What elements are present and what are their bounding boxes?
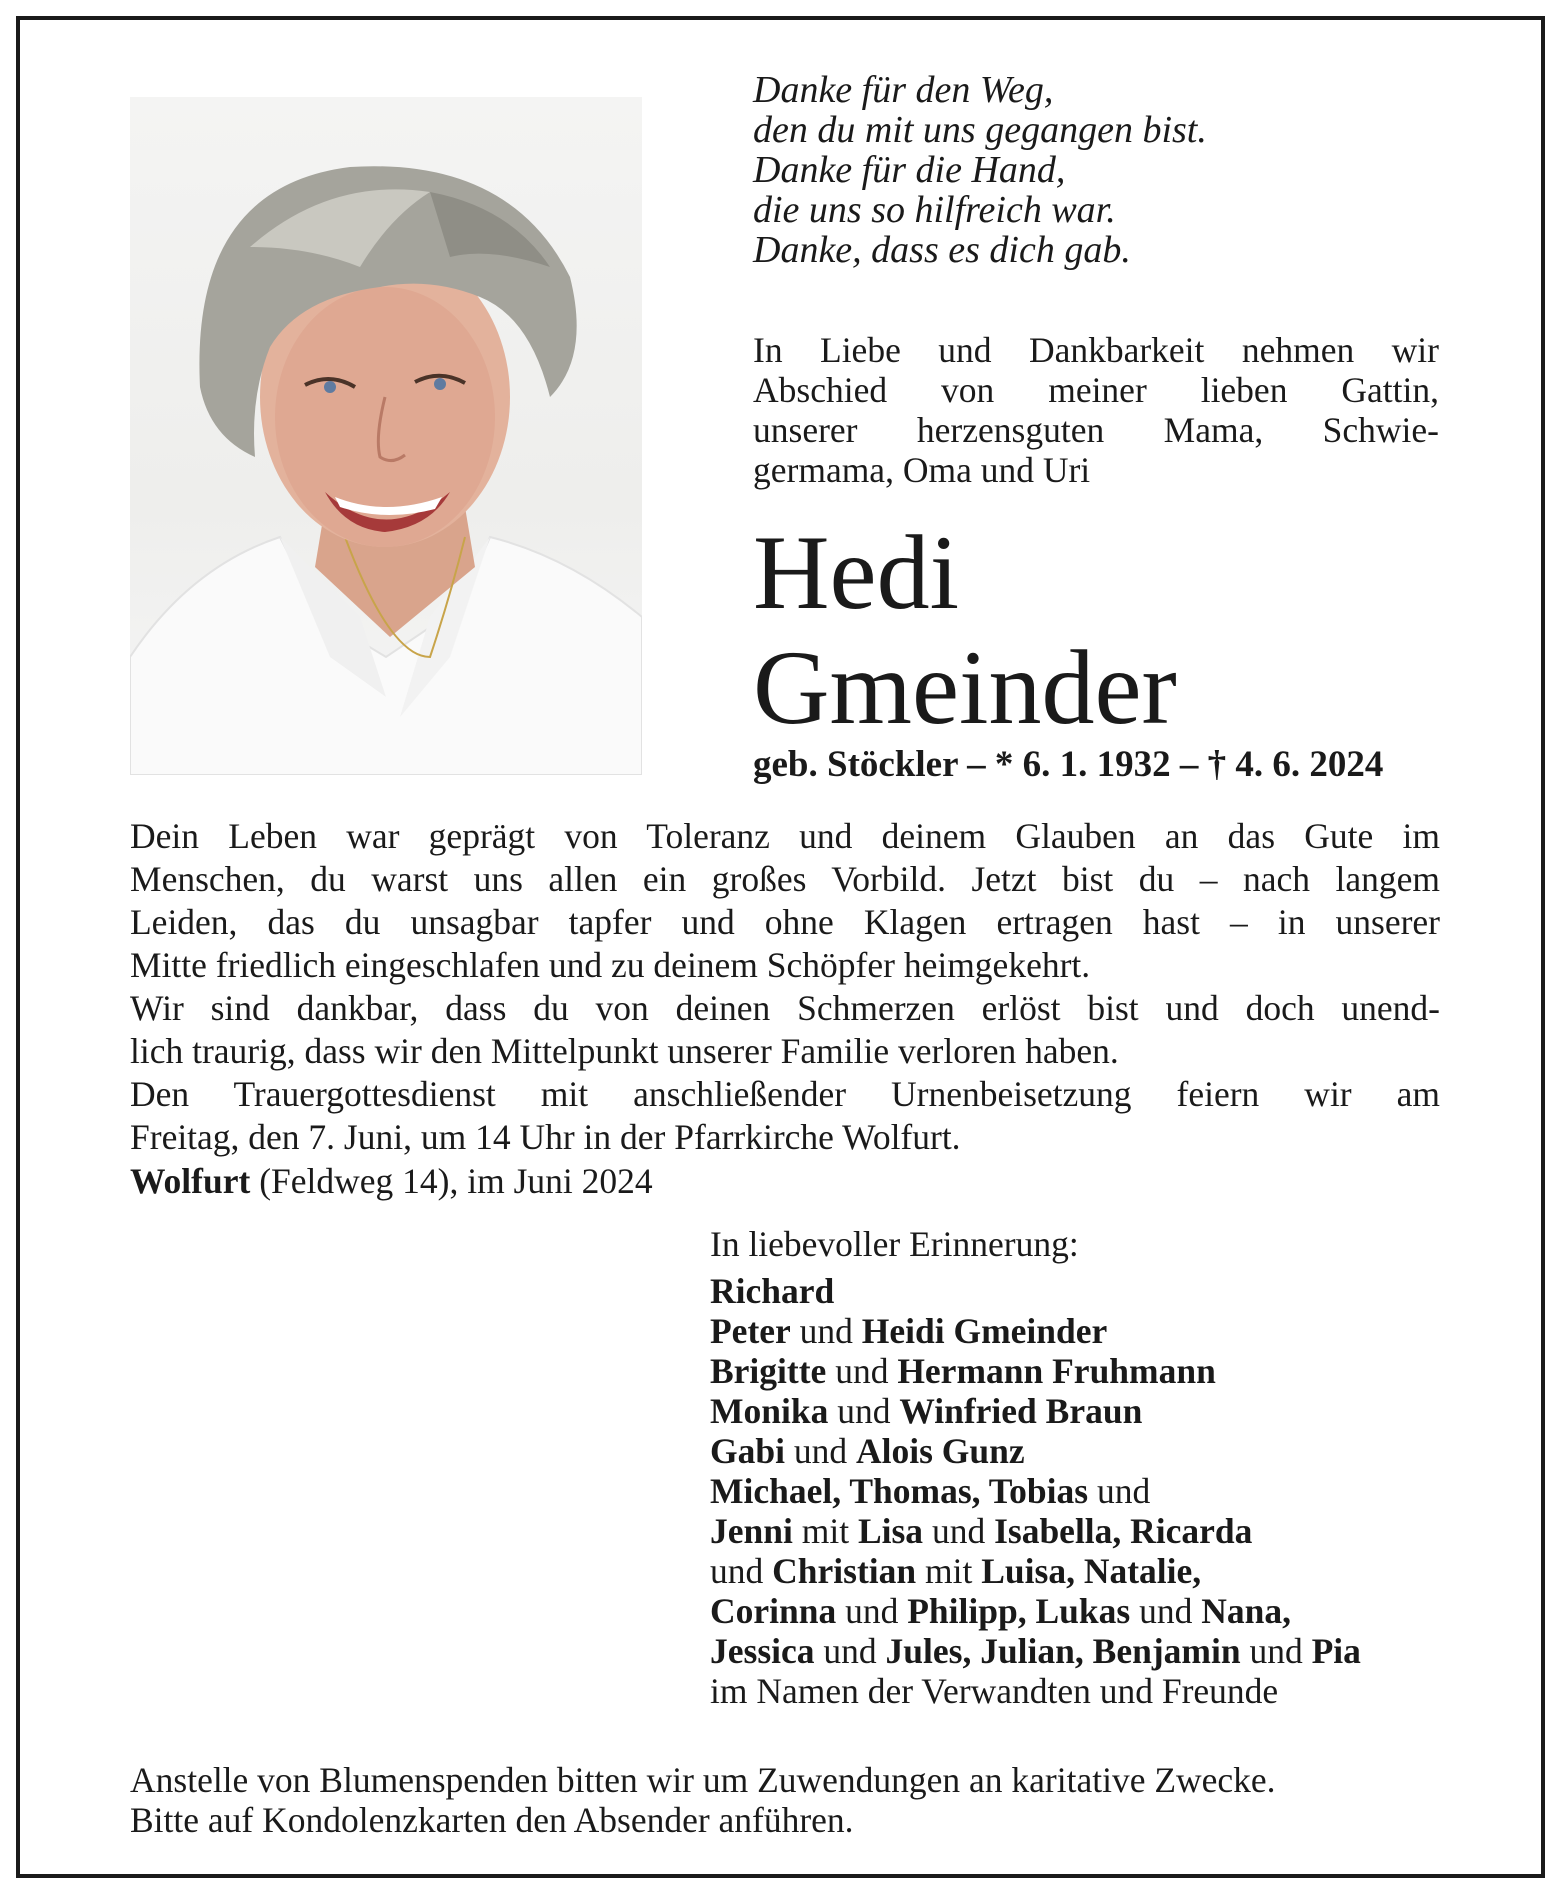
body-text (130, 815, 1440, 1159)
conjunction: und (1240, 1631, 1312, 1671)
mourner-name: Michael, Thomas, Tobias (710, 1471, 1089, 1511)
place-town: Wolfurt (130, 1161, 251, 1201)
body-line: Leiden, das du unsagbar tapfer und ohne Klagen ertragen hast – in unserer (130, 902, 1440, 942)
conjunction: und (923, 1511, 995, 1551)
mourner-name: Christian (772, 1551, 917, 1591)
footer-line: Bitte auf Kondolenzkarten den Absender anführen. (130, 1800, 854, 1840)
poem (753, 70, 1207, 270)
footer-line: Anstelle von Blumenspenden bitten wir um Zuwendungen an karitative Zwecke. (130, 1760, 1276, 1800)
conjunction: und (710, 1551, 773, 1591)
conjunction: und (826, 1351, 898, 1391)
mourner-name: Philipp, Lukas (907, 1591, 1131, 1631)
conjunction: und (784, 1431, 856, 1471)
mourner-name: Pia (1311, 1631, 1361, 1671)
mourner-name: Monika (710, 1391, 829, 1431)
footer-note (130, 1760, 1276, 1840)
conjunction: mit (792, 1511, 858, 1551)
mourner-name: Isabella, Ricarda (994, 1511, 1253, 1551)
conjunction: und (836, 1591, 908, 1631)
mourner-name: Lisa (857, 1511, 924, 1551)
conjunction: und (828, 1391, 900, 1431)
portrait-photo (130, 97, 642, 775)
memory-heading: In liebevoller Erinnerung: (710, 1224, 1079, 1264)
intro-line: germama, Oma und Uri (753, 450, 1091, 490)
body-line: Wir sind dankbar, dass du von deinen Schmerzen erlöst bist und doch unend- (130, 988, 1440, 1028)
mourner-name: Winfried Braun (899, 1391, 1143, 1431)
intro-line: Abschied von meiner lieben Gattin, (753, 370, 1439, 410)
mourner-name: Richard (710, 1271, 835, 1311)
birth-death-line: geb. Stöckler – * 6. 1. 1932 – † 4. 6. 2024 (753, 744, 1384, 785)
body-line: Menschen, du warst uns allen ein großes Vorbild. Jetzt bist du – nach langem (130, 859, 1440, 899)
poem-line: den du mit uns gegangen bist. (753, 109, 1207, 151)
place-rest: (Feldweg 14), im Juni 2024 (250, 1161, 653, 1201)
mourner-name: Hermann Fruhmann (897, 1351, 1216, 1391)
closing-line: im Namen der Verwandten und Freunde (710, 1671, 1279, 1711)
mourner-name: Luisa, Natalie, (981, 1551, 1202, 1591)
mourner-name: Jessica (710, 1631, 815, 1671)
poem-line: Danke, dass es dich gab. (753, 229, 1131, 271)
deceased-first-name: Hedi (753, 514, 960, 631)
poem-line: Danke für die Hand, (753, 149, 1066, 191)
mourner-name: Gabi (710, 1431, 785, 1471)
mourner-name: Corinna (710, 1591, 837, 1631)
conjunction: mit (916, 1551, 982, 1591)
mourner-name: Heidi Gmeinder (861, 1311, 1108, 1351)
mourner-name: Jenni (710, 1511, 793, 1551)
body-line: Freitag, den 7. Juni, um 14 Uhr in der Pfarrkirche Wolfurt. (130, 1117, 961, 1157)
conjunction: und (1088, 1471, 1151, 1511)
body-line: Den Trauergottesdienst mit anschließender Urnenbeisetzung feiern wir am (130, 1074, 1440, 1114)
mourner-name: Alois Gunz (855, 1431, 1025, 1471)
mourner-name: Brigitte (710, 1351, 827, 1391)
intro-line: In Liebe und Dankbarkeit nehmen wir (753, 330, 1439, 370)
intro-line: unserer herzensguten Mama, Schwie- (753, 410, 1439, 450)
conjunction: und (790, 1311, 862, 1351)
body-line: Dein Leben war geprägt von Toleranz und deinem Glauben an das Gute im (130, 816, 1440, 856)
deceased-last-name: Gmeinder (753, 629, 1177, 746)
mourner-name: Jules, Julian, Benjamin (885, 1631, 1241, 1671)
intro-paragraph (753, 330, 1439, 490)
conjunction: und (1130, 1591, 1202, 1631)
mourner-name: Nana, (1201, 1591, 1291, 1631)
body-line: Mitte friedlich eingeschlafen und zu deinem Schöpfer heimgekehrt. (130, 945, 1091, 985)
poem-line: Danke für den Weg, (753, 69, 1054, 111)
body-line: lich traurig, dass wir den Mittelpunkt unserer Familie verloren haben. (130, 1031, 1119, 1071)
mourner-name: Peter (710, 1311, 791, 1351)
conjunction: und (814, 1631, 886, 1671)
place-date (130, 1160, 653, 1202)
poem-line: die uns so hilfreich war. (753, 189, 1116, 231)
